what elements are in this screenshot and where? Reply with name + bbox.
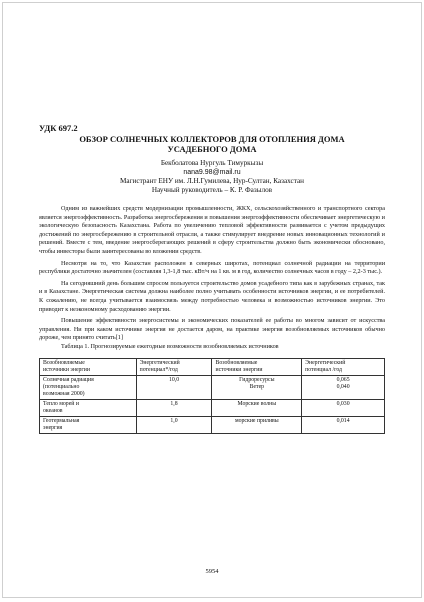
table-caption: Таблица 1. Прогнозируемые ежегодные возможности возобновляемых источников	[61, 342, 279, 350]
table-header-row	[40, 358, 385, 375]
body-paragraph: Несмотря на то, что Казахстан расположен в северных широтах, потенциал солнечной радиации на территории республики достаточно значителен (составляя 1,3-1,8 тыс. кВт/ч на 1 кв. м в год, количество солнечных часов в году – 2,2-3 тыс.).	[39, 259, 385, 276]
title-line: УСАДЕБНОГО ДОМА	[167, 144, 257, 154]
author-email[interactable]: nana9.98@mail.ru	[183, 169, 241, 176]
header-sources-2: Возобновляемые источники энергии	[212, 358, 302, 375]
table-cell: 1,0	[136, 416, 212, 433]
supervisor: Научный руководитель – К. Р. Фазылов	[151, 186, 273, 194]
table-cell: Геотермальная энергия	[40, 416, 137, 433]
header-potential-1: Энергетический потенциал*/год	[136, 358, 212, 375]
table-cell: 1,8	[136, 399, 212, 416]
paper-title	[39, 134, 385, 154]
table-cell: Гидроресурсы Ветер	[212, 375, 302, 399]
body-paragraph: Одним из важнейших средств модернизации промышленности, ЖКХ, сельскохозяйственного и транспортного сектора является энергоэффективность. Разработка энергосбережения и повышения энергоэффективности обеспечивает энергетическую и экологическую безопасность Казахстана. Работа по увеличению тепловой эффективности развивается с учетом предыдущих достижений по энергосбережению в строительной отрасли, а также стимулирует внедрение новых инновационных технологий и решений. Вместе с тем, введение энергосберегающих решений в сферу строительства должно быть экономически обосновано, чтобы инвесторы были заинтересованы во вложении средств.	[39, 205, 385, 255]
header-potential-2: Энергетический потенциал /год	[302, 358, 385, 375]
header-sources-1: Возобновляемые источники энергии	[40, 358, 137, 375]
table-cell: 0,065 0,040	[302, 375, 385, 399]
page-number: 5954	[205, 568, 219, 575]
table-cell: 0,014	[302, 416, 385, 433]
table-cell: Морские волны	[212, 399, 302, 416]
title-line: ОБЗОР СОЛНЕЧНЫХ КОЛЛЕКТОРОВ ДЛЯ ОТОПЛЕНИЯ ДОМА	[79, 134, 345, 144]
table-cell: Тепло морей и океанов	[40, 399, 137, 416]
author-name: Бекболатова Нургуль Тимуркызы	[160, 159, 264, 167]
table-cell: 0,030	[302, 399, 385, 416]
table-cell: морские приливы	[212, 416, 302, 433]
table-row	[40, 375, 385, 399]
table-cell: Солнечная радиация (потенциально возможная 2000)	[40, 375, 137, 399]
body-paragraph: Повышение эффективности энергосистемы и экономических показателей ее работы во многом зависит от искусства управления. Ни при каком источнике энергия не достается даром, на практике энергия возобновляемых источников обычно дороже, чем принято считать[1]	[39, 317, 385, 342]
body-paragraph: На сегодняшний день большим спросом пользуется строительство домов усадебного типа как в зарубежных странах, так и в Казахстане. Энергетическая система должна наиболее полно учитывать особенности источников энергии, и ее потребителей. К сожалению, не всегда учитывается взаимосвязь между потребностью человека и возможностью источников энергии. Это приводит к неэкономному расходованию энергии.	[39, 279, 385, 313]
author-affiliation: Магистрант ЕНУ им. Л.Н.Гумилева, Нур-Султан, Казахстан	[120, 177, 304, 185]
paper-page	[2, 2, 422, 598]
table-row	[40, 416, 385, 433]
table-cell: 10,0	[136, 375, 212, 399]
udk-code: УДК 697.2	[39, 123, 78, 133]
page-content	[39, 123, 385, 434]
table-row	[40, 399, 385, 416]
renewables-table	[39, 358, 385, 434]
